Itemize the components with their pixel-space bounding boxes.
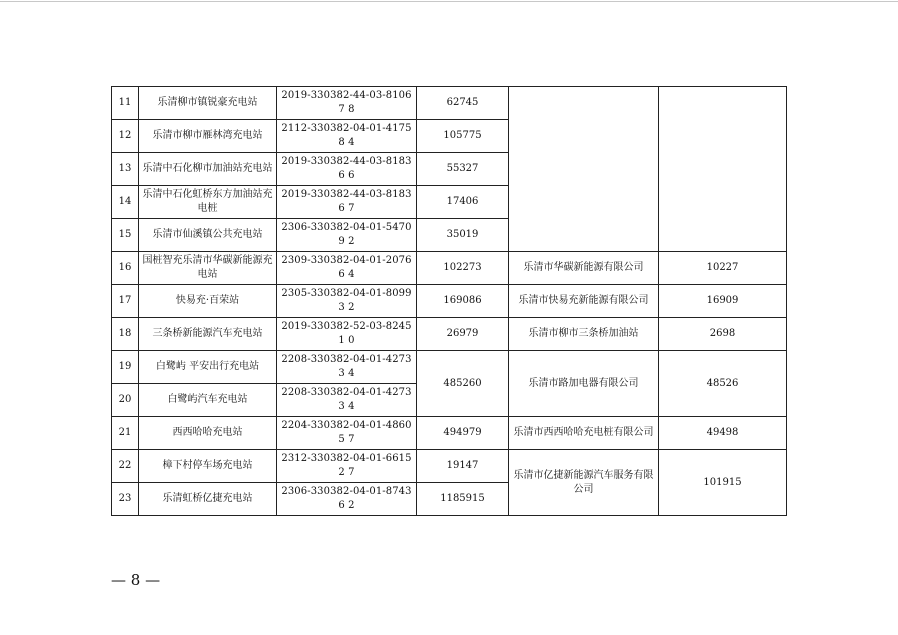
capacity-value: 105775 [417, 120, 509, 153]
capacity-value: 17406 [417, 186, 509, 219]
capacity-value: 19147 [417, 450, 509, 483]
company-name: 乐清市快易充新能源有限公司 [509, 285, 659, 318]
page-number: — 8 — [111, 571, 161, 589]
row-number: 19 [112, 351, 139, 384]
project-code: 2208-330382-04-01-42733 4 [277, 384, 417, 417]
table-row [112, 351, 787, 384]
row-number: 17 [112, 285, 139, 318]
project-code: 2309-330382-04-01-20766 4 [277, 252, 417, 285]
project-code: 2204-330382-04-01-48605 7 [277, 417, 417, 450]
row-number: 14 [112, 186, 139, 219]
subsidy-value: 16909 [659, 285, 787, 318]
page-top-rule [0, 1, 898, 2]
station-name: 乐清中石化柳市加油站充电站 [139, 153, 277, 186]
station-name: 白鹭屿汽车充电站 [139, 384, 277, 417]
capacity-value: 35019 [417, 219, 509, 252]
table-row [112, 87, 787, 120]
station-name: 国桩智充乐清市华碳新能源充电站 [139, 252, 277, 285]
table-row [112, 450, 787, 483]
capacity-value: 102273 [417, 252, 509, 285]
capacity-value: 1185915 [417, 483, 509, 516]
company-name: 乐清市柳市三条桥加油站 [509, 318, 659, 351]
project-code: 2306-330382-04-01-87436 2 [277, 483, 417, 516]
company-name: 乐清市路加电器有限公司 [509, 351, 659, 417]
row-number: 23 [112, 483, 139, 516]
project-code: 2306-330382-04-01-54709 2 [277, 219, 417, 252]
row-number: 21 [112, 417, 139, 450]
company-name: 乐清市西西哈哈充电桩有限公司 [509, 417, 659, 450]
company-name [509, 87, 659, 252]
charging-station-table [111, 86, 787, 516]
row-number: 20 [112, 384, 139, 417]
table-row [112, 417, 787, 450]
capacity-value: 169086 [417, 285, 509, 318]
subsidy-value [659, 87, 787, 252]
company-name: 乐清市亿捷新能源汽车服务有限公司 [509, 450, 659, 516]
station-name: 快易充·百荣站 [139, 285, 277, 318]
row-number: 13 [112, 153, 139, 186]
subsidy-value: 48526 [659, 351, 787, 417]
subsidy-value: 2698 [659, 318, 787, 351]
station-name: 乐清柳市镇锐豪充电站 [139, 87, 277, 120]
station-name: 乐清中石化虹桥东方加油站充电桩 [139, 186, 277, 219]
table-row [112, 318, 787, 351]
project-code: 2312-330382-04-01-66152 7 [277, 450, 417, 483]
project-code: 2019-330382-44-03-81836 6 [277, 153, 417, 186]
station-name: 乐清市仙溪镇公共充电站 [139, 219, 277, 252]
capacity-value: 55327 [417, 153, 509, 186]
table-row [112, 285, 787, 318]
row-number: 22 [112, 450, 139, 483]
capacity-value: 485260 [417, 351, 509, 417]
row-number: 16 [112, 252, 139, 285]
table-row [112, 252, 787, 285]
station-name: 乐清虹桥亿捷充电站 [139, 483, 277, 516]
row-number: 11 [112, 87, 139, 120]
station-name: 西西哈哈充电站 [139, 417, 277, 450]
project-code: 2019-330382-52-03-82451 0 [277, 318, 417, 351]
subsidy-value: 49498 [659, 417, 787, 450]
station-name: 白鹭屿 平安出行充电站 [139, 351, 277, 384]
project-code: 2019-330382-44-03-81836 7 [277, 186, 417, 219]
station-name: 乐清市柳市雁林湾充电站 [139, 120, 277, 153]
project-code: 2305-330382-04-01-80993 2 [277, 285, 417, 318]
project-code: 2208-330382-04-01-42733 4 [277, 351, 417, 384]
station-name: 樟下村停车场充电站 [139, 450, 277, 483]
subsidy-value: 101915 [659, 450, 787, 516]
project-code: 2019-330382-44-03-81067 8 [277, 87, 417, 120]
project-code: 2112-330382-04-01-41758 4 [277, 120, 417, 153]
station-name: 三条桥新能源汽车充电站 [139, 318, 277, 351]
subsidy-value: 10227 [659, 252, 787, 285]
capacity-value: 494979 [417, 417, 509, 450]
row-number: 12 [112, 120, 139, 153]
row-number: 15 [112, 219, 139, 252]
capacity-value: 26979 [417, 318, 509, 351]
capacity-value: 62745 [417, 87, 509, 120]
row-number: 18 [112, 318, 139, 351]
company-name: 乐清市华碳新能源有限公司 [509, 252, 659, 285]
